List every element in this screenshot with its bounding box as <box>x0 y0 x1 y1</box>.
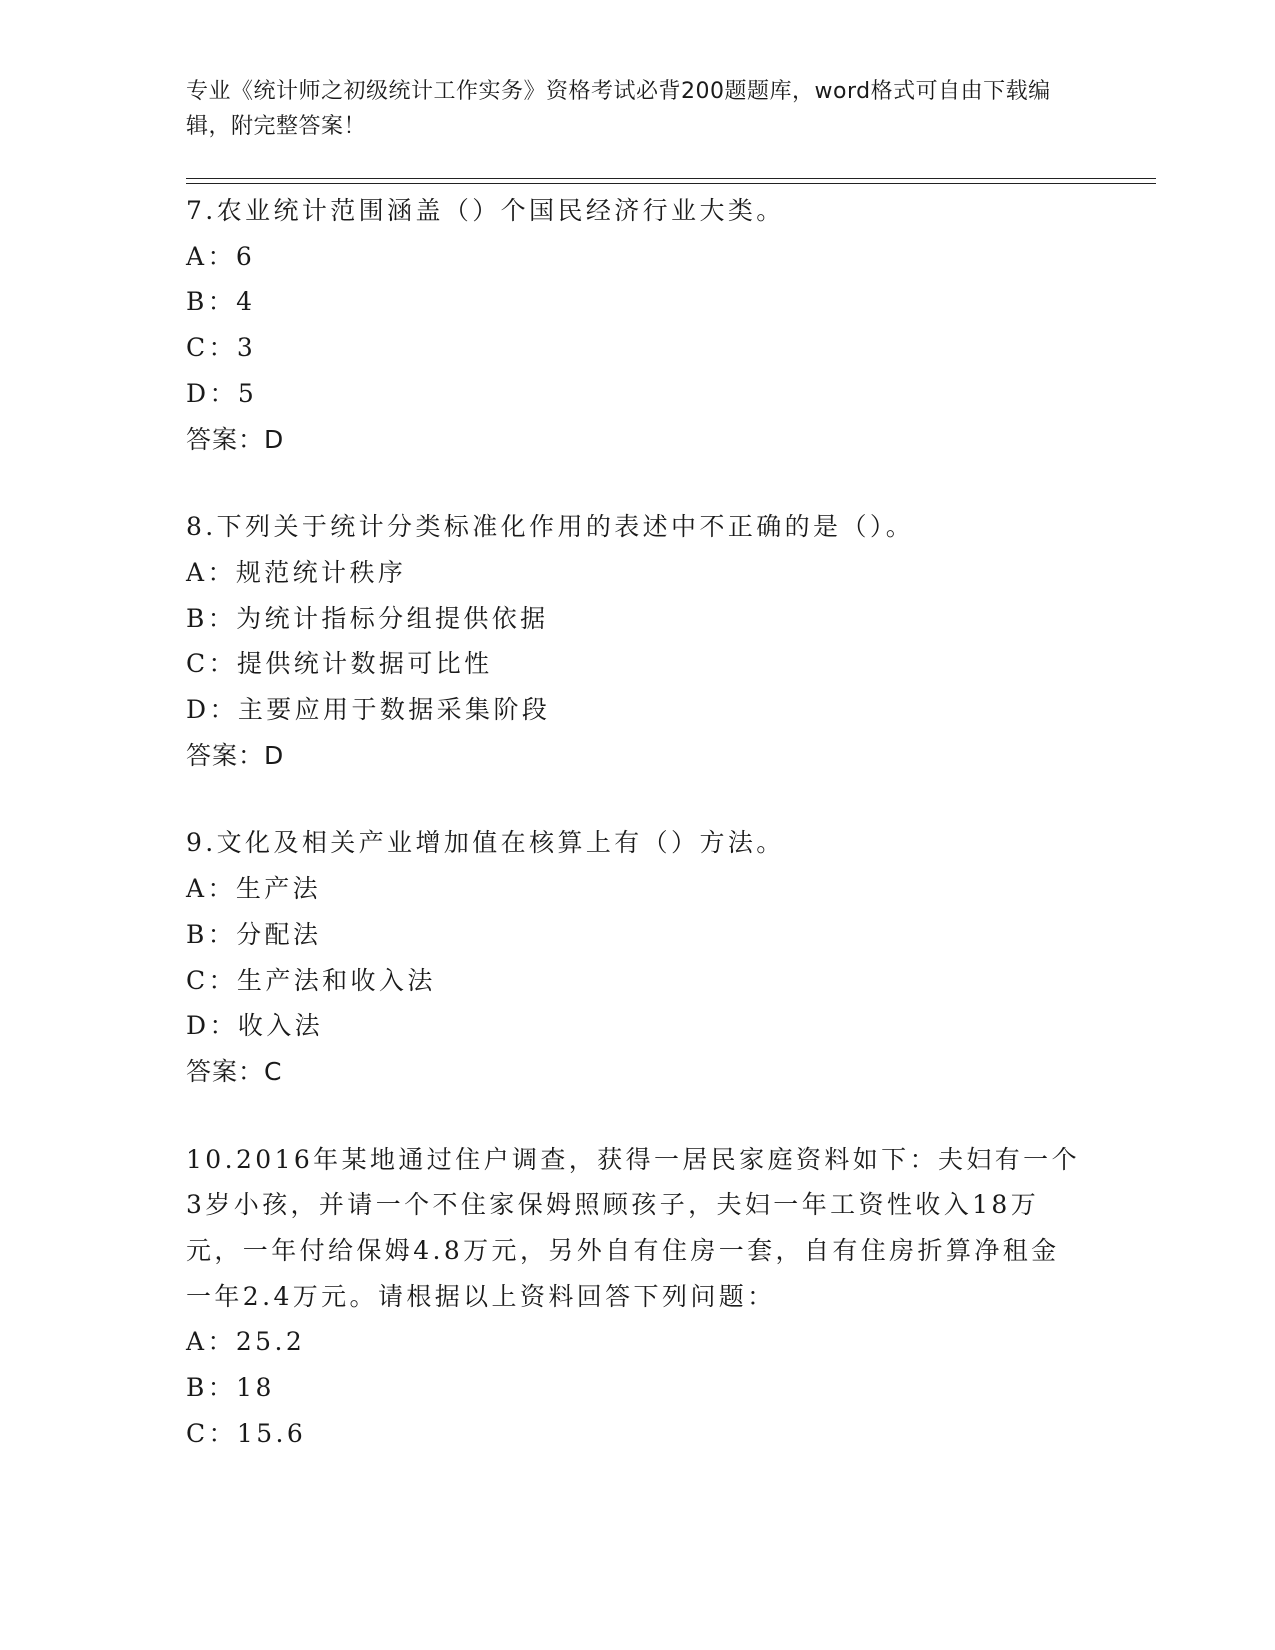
option-d: D：主要应用于数据采集阶段 <box>186 695 551 725</box>
answer: 答案：C <box>186 1056 283 1086</box>
question-8 <box>186 504 1086 778</box>
question-text: 8.下列关于统计分类标准化作用的表述中不正确的是（）。 <box>186 512 915 542</box>
option-b: B：分配法 <box>186 919 322 949</box>
option-c: C：生产法和收入法 <box>186 965 436 995</box>
option-c: C：提供统计数据可比性 <box>186 649 493 679</box>
question-9 <box>186 820 1086 1094</box>
document-page <box>186 0 1156 1650</box>
answer: 答案：D <box>186 740 285 770</box>
option-b: B：为统计指标分组提供依据 <box>186 603 549 633</box>
option-a: A：生产法 <box>186 874 322 904</box>
question-text: 9.文化及相关产业增加值在核算上有（）方法。 <box>186 828 785 858</box>
answer: 答案：D <box>186 424 285 454</box>
header-rule-top <box>186 178 1156 179</box>
question-7 <box>186 188 1086 462</box>
option-d: D：收入法 <box>186 1011 324 1041</box>
question-list <box>186 188 1086 1499</box>
document-intro: 专业《统计师之初级统计工作实务》资格考试必背200题题库，word格式可自由下载编辑，附完整答案！ <box>186 79 1051 139</box>
option-a: A：6 <box>186 241 256 271</box>
question-text: 10.2016年某地通过住户调查，获得一居民家庭资料如下：夫妇有一个3岁小孩，并请一个不住家保姆照顾孩子，夫妇一年工资性收入18万元，一年付给保姆4.8万元，另外自有住房一套，自有住房折算净租金一年2.4万元。请根据以上资料回答下列问题： <box>186 1144 1080 1311</box>
option-c: C：3 <box>186 333 257 363</box>
option-a: A：25.2 <box>186 1327 306 1357</box>
option-c: C：15.6 <box>186 1418 307 1448</box>
header-rule-bottom <box>186 183 1156 184</box>
question-text: 7.农业统计范围涵盖（）个国民经济行业大类。 <box>186 196 785 225</box>
option-b: B：18 <box>186 1373 275 1403</box>
question-10 <box>186 1137 1086 1457</box>
option-a: A：规范统计秩序 <box>186 557 407 587</box>
option-d: D：5 <box>186 378 258 408</box>
option-b: B：4 <box>186 287 256 317</box>
